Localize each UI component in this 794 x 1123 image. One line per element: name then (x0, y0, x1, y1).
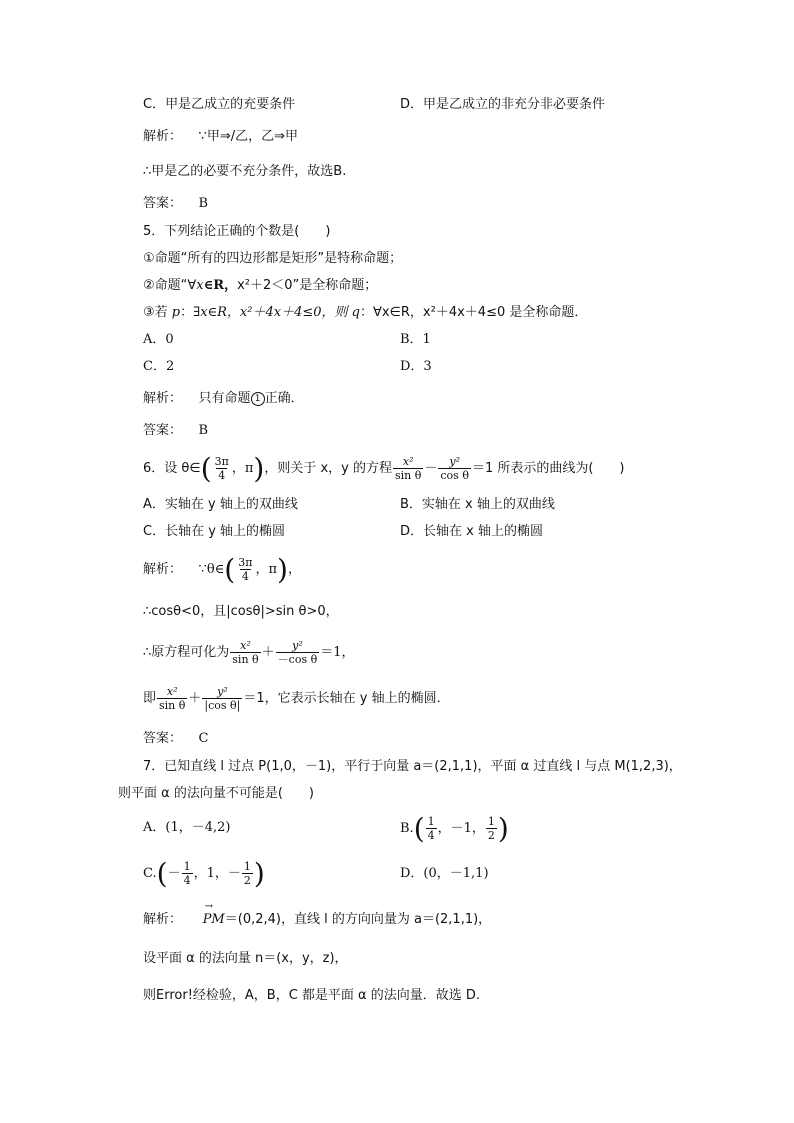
q7-analysis (143, 901, 492, 929)
fraction-den: 4 (427, 829, 435, 842)
q6-analysis-line4 (143, 682, 450, 716)
q6-analysis-a: ∵θ∈ (198, 562, 225, 577)
q7-stem-line2: 则平面 α 的法向量不可能是( ) (118, 786, 314, 801)
fraction-num: y² (217, 685, 228, 698)
option-b-mid: ，－1， (437, 821, 485, 836)
vector-arrow-icon: → (204, 901, 214, 912)
q4-option-c: C．甲是乙成立的充要条件 (143, 97, 296, 112)
option-c-minus: － (167, 866, 181, 881)
fraction-den: sin θ (232, 653, 259, 666)
q4-analysis (143, 128, 298, 146)
fraction-num: 1 (243, 860, 251, 873)
q7-option-d: D．(0，－1,1) (400, 866, 489, 881)
q5-item3-b: ：∃ (180, 305, 201, 320)
q4-answer (143, 195, 208, 213)
right-paren: ) (253, 856, 265, 890)
q5-item2-a: ②命题“∀ (143, 278, 197, 293)
fraction (230, 639, 260, 666)
answer-label: 答案： (143, 196, 183, 211)
q6-line3-a: ∴原方程可化为 (143, 645, 230, 660)
q6-line4-b: ＝1，它表示长轴在 y 轴上的椭圆． (243, 691, 450, 706)
q6-interval-b: ，π (231, 461, 254, 476)
q5-analysis (143, 390, 304, 408)
left-paren: ( (156, 856, 168, 890)
fraction-den: 4 (241, 570, 249, 583)
analysis-label: 解析： (143, 391, 183, 406)
q7-analysis-line3: 则Error!经检验，A，B，C 都是平面 α 的法向量．故选 D. (143, 988, 481, 1003)
q5-answer (143, 422, 208, 440)
fraction (242, 860, 253, 887)
q5-stem: 5．下列结论正确的个数是( ) (143, 224, 331, 239)
fraction-num: 3π (214, 455, 229, 468)
q6-stem-b: ，则关于 x，y 的方程 (264, 461, 392, 476)
fraction-num: 1 (427, 815, 435, 828)
answer-value: B (198, 196, 209, 211)
q6-interval-b: ，π (255, 562, 277, 577)
q6-analysis (143, 553, 301, 587)
right-paren: ) (497, 811, 509, 845)
q7-analysis-line2: 设平面 α 的法向量 n＝(x，y，z)， (143, 951, 348, 966)
q6-line4-a: 即 (143, 691, 157, 706)
right-paren: ) (253, 451, 265, 485)
q6-stem-c: ＝1 所表示的曲线为( ) (471, 461, 625, 476)
q6-option-c: C．长轴在 y 轴上的椭圆 (143, 524, 286, 539)
q6-option-a: A．实轴在 y 轴上的双曲线 (143, 497, 298, 512)
answer-value: C (198, 731, 209, 746)
q5-item3-p: p (171, 305, 181, 320)
q6-option-b: B．实轴在 x 轴上的双曲线 (400, 497, 555, 512)
q7-analysis-a: ＝(0,2,4)，直线 l 的方向向量为 a＝(2,1,1)， (224, 912, 492, 927)
right-paren: ) (277, 552, 288, 586)
q5-option-b: B．1 (400, 332, 431, 347)
answer-label: 答案： (143, 731, 183, 746)
q5-option-c: C．2 (143, 359, 175, 374)
q5-item2-c: x²＋2＜0”是全称命题； (237, 278, 378, 293)
q5-item-1: ①命题“所有的四边形都是矩形”是特称命题； (143, 251, 403, 266)
q5-item2-b: ∈R， (203, 278, 238, 293)
analysis-text: ∵甲⇒/乙，乙⇒甲 (198, 129, 298, 144)
q5-item2-x: x (196, 278, 204, 293)
q7-option-a: A．(1，－4,2) (143, 820, 231, 835)
q5-analysis-b: 正确． (264, 391, 304, 406)
vector-label: PM (202, 912, 225, 927)
fraction (426, 815, 437, 842)
fraction-num: 1 (487, 815, 495, 828)
q6-stem-a: 6．设 θ∈ (143, 461, 201, 476)
q5-item-3 (143, 304, 587, 322)
q6-analysis-line2: ∴cosθ<0，且|cosθ|>sin θ>0， (143, 604, 339, 619)
vector-pm (202, 901, 225, 929)
fraction-den: cos θ (440, 469, 469, 482)
answer-label: 答案： (143, 423, 183, 438)
fraction-num: y² (292, 639, 303, 652)
q4-conclusion: ∴甲是乙的必要不充分条件，故选B. (143, 164, 347, 179)
q6-line3-b: ＝1， (320, 645, 355, 660)
q4-option-d: D．甲是乙成立的非充分非必要条件 (400, 97, 606, 112)
circled-number: 1 (251, 392, 265, 406)
option-c-mid: ，1，－ (193, 866, 241, 881)
q6-stem (143, 452, 625, 486)
q6-answer (143, 730, 209, 748)
q7-option-c (143, 857, 265, 891)
left-paren: ( (224, 552, 236, 586)
minus-sign: － (424, 461, 438, 476)
q7-option-b (400, 812, 509, 846)
q5-analysis-a: 只有命题 (198, 391, 251, 406)
option-b-label: B. (400, 821, 414, 836)
analysis-label: 解析： (143, 129, 183, 144)
fraction-den: sin θ (395, 469, 422, 482)
fraction-num: x² (166, 685, 178, 698)
fraction-num: 1 (183, 860, 191, 873)
q5-item3-a: ③若 (143, 305, 172, 320)
q6-analysis-line3 (143, 636, 355, 670)
left-paren: ( (413, 811, 425, 845)
fraction-den: 2 (487, 829, 495, 842)
left-paren: ( (200, 451, 212, 485)
q5-item3-c: x∈R，x²＋4x＋4≤0，则 (200, 305, 352, 320)
fraction-den: 2 (243, 874, 251, 887)
option-c-label: C. (143, 866, 157, 881)
q5-item3-q: q (351, 305, 360, 320)
answer-value: B (198, 423, 209, 438)
q5-option-a: A．0 (143, 332, 174, 347)
fraction (393, 455, 423, 482)
fraction (438, 455, 471, 482)
q7-stem-line1: 7．已知直线 l 过点 P(1,0，－1)，平行于向量 a＝(2,1,1)，平面 α 过直线 l 与点 M(1,2,3)， (143, 759, 682, 774)
fraction-den: sin θ (159, 699, 186, 712)
fraction (276, 639, 320, 666)
fraction-num: x² (402, 455, 414, 468)
fraction (157, 685, 187, 712)
fraction (202, 685, 242, 712)
plus-sign: ＋ (188, 691, 202, 706)
q6-analysis-b: ， (287, 562, 301, 577)
fraction (182, 860, 193, 887)
q5-item-2 (143, 277, 377, 295)
fraction (236, 556, 254, 583)
fraction-den: －cos θ (277, 653, 318, 666)
fraction-num: 3π (238, 556, 253, 569)
fraction (486, 815, 497, 842)
fraction-den: |cos θ| (204, 699, 241, 712)
fraction-num: y² (449, 455, 460, 468)
q5-item3-d: ：∀x∈R，x²＋4x＋4≤0 是全称命题． (359, 305, 588, 320)
fraction-num: x² (240, 639, 251, 652)
fraction-den: 4 (218, 469, 226, 482)
fraction (213, 455, 231, 482)
q6-option-d: D．长轴在 x 轴上的椭圆 (400, 524, 543, 539)
plus-sign: ＋ (261, 645, 275, 660)
analysis-label: 解析： (143, 562, 183, 577)
q5-option-d: D．3 (400, 359, 432, 374)
analysis-label: 解析： (143, 912, 183, 927)
fraction-den: 4 (183, 874, 191, 887)
